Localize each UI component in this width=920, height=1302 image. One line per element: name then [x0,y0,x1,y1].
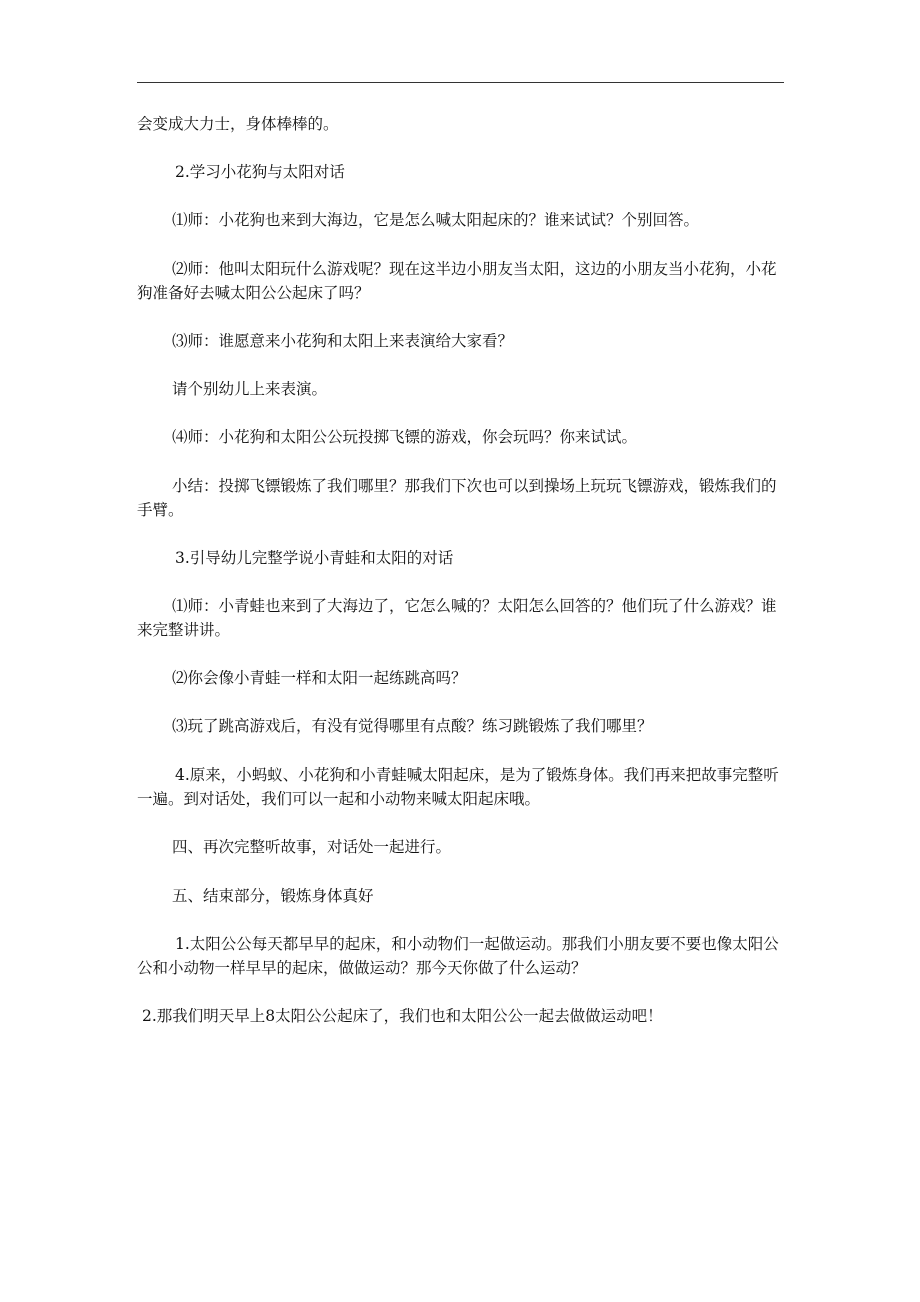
paragraph-frog-2: ⑵你会像小青蛙一样和太阳一起练跳高吗？ [172,669,467,687]
section-heading-2: 2.学习小花狗与太阳对话 [175,163,345,181]
paragraph-frog-3: ⑶玩了跳高游戏后，有没有觉得哪里有点酸？练习跳锻炼了我们哪里？ [172,717,653,735]
paragraph-frog-1: ⑴师：小青蛙也来到了大海边了，它怎么喊的？太阳怎么回答的？他们玩了什么游戏？谁来完整讲讲。 [137,597,777,639]
paragraph-ending-2: 2.那我们明天早上8太阳公公起床了，我们也和太阳公公一起去做做运动吧！ [142,1007,663,1025]
paragraph-ending-1: 1.太阳公公每天都早早的起床，和小动物们一起做运动。那我们小朋友要不要也像太阳公公和小动物一样早早的起床，做做运动？那今天你做了什么运动？ [137,935,779,977]
section-heading-four: 四、再次完整听故事，对话处一起进行。 [172,838,452,856]
paragraph-point-4: 4.原来，小蚂蚁、小花狗和小青蛙喊太阳起床，是为了锻炼身体。我们再来把故事完整听一遍。到对话处，我们可以一起和小动物来喊太阳起床哦。 [137,766,779,808]
paragraph-dog-1: ⑴师：小花狗也来到大海边，它是怎么喊太阳起床的？谁来试试？个别回答。 [172,211,700,229]
paragraph-continuation: 会变成大力士，身体棒棒的。 [137,115,339,133]
section-heading-five: 五、结束部分，锻炼身体真好 [172,887,374,905]
section-heading-3: 3.引导幼儿完整学说小青蛙和太阳的对话 [175,549,454,567]
paragraph-dog-2: ⑵师：他叫太阳玩什么游戏呢？现在这半边小朋友当太阳，这边的小朋友当小花狗，小花狗准备好去喊太阳公公起床了吗？ [137,260,777,302]
header-rule [137,82,784,83]
paragraph-dog-4: ⑷师：小花狗和太阳公公玩投掷飞镖的游戏，你会玩吗？你来试试。 [172,428,638,446]
paragraph-perform: 请个别幼儿上来表演。 [172,380,328,398]
paragraph-dog-3: ⑶师：谁愿意来小花狗和太阳上来表演给大家看？ [172,332,514,350]
paragraph-summary: 小结：投掷飞镖锻炼了我们哪里？那我们下次也可以到操场上玩玩飞镖游戏，锻炼我们的手臂。 [137,477,777,519]
